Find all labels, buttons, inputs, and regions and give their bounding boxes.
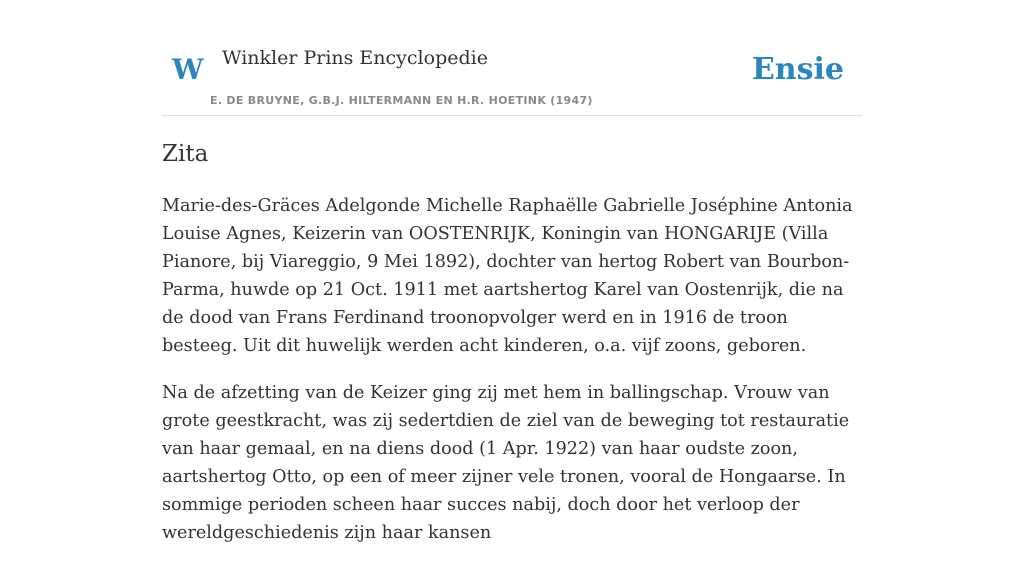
site-header	[162, 40, 862, 116]
logo-w-icon[interactable]: W	[172, 53, 204, 86]
publication-title[interactable]: Winkler Prins Encyclopedie	[222, 47, 488, 69]
article-title: Zita	[162, 141, 209, 167]
article-body	[162, 192, 862, 566]
ensie-logo[interactable]: Ensie	[751, 52, 844, 87]
article-paragraph: Marie-des-Gräces Adelgonde Michelle Raphaëlle Gabrielle Joséphine Antonia Louise Agnes, Keizerin van OOSTENRIJK, Koningin van HONGARIJE (Villa Pianore, bij Viareggio, 9 Mei 1892), dochter van hertog Robert van Bourbon-Parma, huwde op 21 Oct. 1911 met aartshertog Karel van Oostenrijk, die na de dood van Frans Ferdinand troonopvolger werd en in 1916 de troon besteeg. Uit dit huwelijk werden acht kinderen, o.a. vijf zoons, geboren.	[162, 196, 853, 356]
publication-authors: E. DE BRUYNE, G.B.J. HILTERMANN EN H.R. HOETINK (1947)	[210, 94, 593, 107]
article-paragraph: Na de afzetting van de Keizer ging zij met hem in ballingschap. Vrouw van grote geestkracht, was zij sedertdien de ziel van de beweging tot restauratie van haar gemaal, en na diens dood (1 Apr. 1922) van haar oudste zoon, aartshertog Otto, op een of meer zijner vele tronen, vooral de Hongaarse. In sommige perioden scheen haar succes nabij, doch door het verloop der wereldgeschiedenis zijn haar kansen	[162, 383, 850, 543]
